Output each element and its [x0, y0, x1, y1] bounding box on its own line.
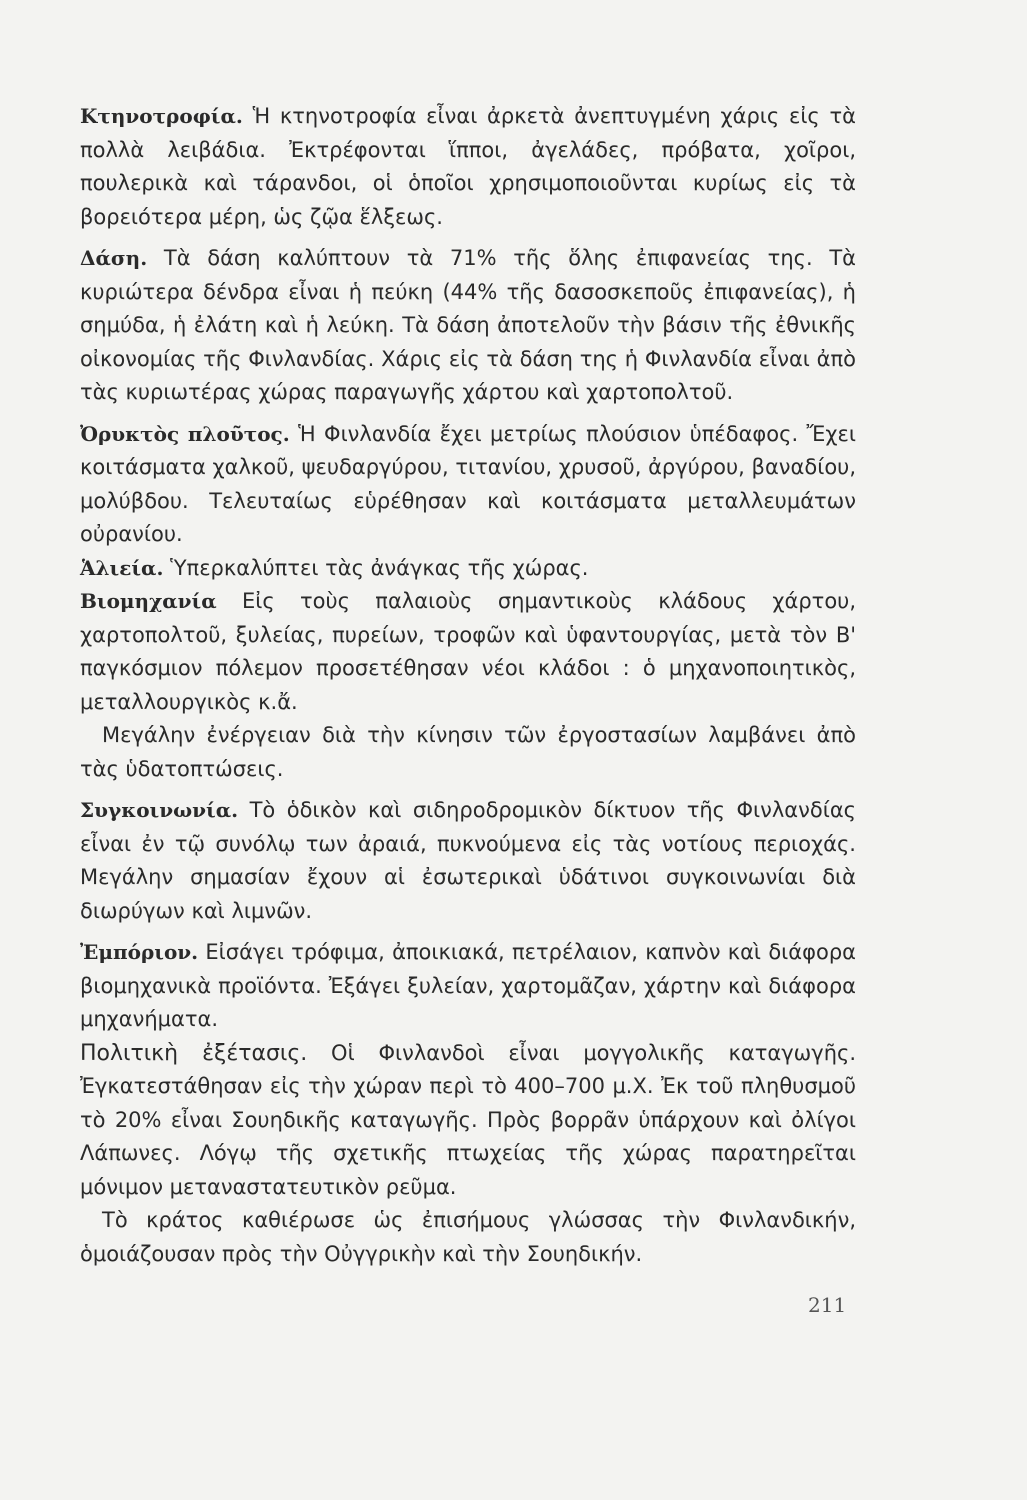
- paragraph-transport: [80, 794, 856, 928]
- paragraph-text: Εἰσάγει τρόφιμα, ἀποικιακά, πετρέλαιον, καπνὸν καὶ διάφορα βιομηχανικὰ προϊόντα. Ἐξάγει ξυλείαν, χαρτομᾶζαν, χάρτην καὶ διάφορα μηχανήματα.: [80, 940, 856, 1031]
- paragraph-fishing: [80, 552, 856, 586]
- paragraph-languages: [80, 1204, 856, 1271]
- paragraph-trade: [80, 936, 856, 1037]
- paragraph-text: Τὰ δάση καλύπτουν τὰ 71% τῆς ὅλης ἐπιφανείας της. Τὰ κυριώτερα δένδρα εἶναι ἡ πεύκη (44% τῆς δασοσκεποῦς ἐπιφανείας), ἡ σημύδα, ἡ ἐλάτη καὶ ἡ λεύκη. Τὰ δάση ἀποτελοῦν τὴν βάσιν τῆς ἐθνικῆς οἰκονομίας τῆς Φινλανδίας. Χάρις εἰς τὰ δάση της ἡ Φινλανδία εἶναι ἀπὸ τὰς κυριωτέρας χώρας παραγωγῆς χάρτου καὶ χαρτοπολτοῦ.: [80, 246, 856, 404]
- section-heading: Κτηνοτροφία.: [80, 104, 243, 128]
- paragraph-text: Τὸ κράτος καθιέρωσε ὡς ἐπισήμους γλώσσας τὴν Φινλανδικήν, ὁμοιάζουσαν πρὸς τὴν Οὐγγρικὴν καὶ τὴν Σουηδικήν.: [80, 1208, 856, 1266]
- paragraph-minerals: [80, 418, 856, 552]
- paragraph-text: Εἰς τοὺς παλαιοὺς σημαντικοὺς κλάδους χάρτου, χαρτοπολτοῦ, ξυλείας, πυρείων, τροφῶν καὶ ὑφαντουργίας, μετὰ τὸν Β' παγκόσμιον πόλεμον προσετέθησαν νέοι κλάδοι : ὁ μηχανοποιητικὸς, μεταλλουργικὸς κ.ἄ.: [80, 589, 856, 714]
- paragraph-livestock: [80, 100, 856, 234]
- paragraph-text: Ἡ Φινλανδία ἔχει μετρίως πλούσιον ὑπέδαφος. Ἔχει κοιτάσματα χαλκοῦ, ψευδαργύρου, τιτανίου, χρυσοῦ, ἀργύρου, βαναδίου, μολύβδου. Τελευταίως εὑρέθησαν καὶ κοιτάσματα μεταλλευμάτων οὐρανίου.: [80, 421, 856, 546]
- paragraph-text: Μεγάλην ἐνέργειαν διὰ τὴν κίνησιν τῶν ἐργοστασίων λαμβάνει ἀπὸ τὰς ὑδατοπτώσεις.: [80, 723, 856, 781]
- paragraph-text: Τὸ ὁδικὸν καὶ σιδηροδρομικὸν δίκτυον τῆς Φινλανδίας εἶναι ἐν τῷ συνόλῳ των ἀραιά, πυκνούμενα εἰς τὰς νοτίους περιοχάς. Μεγάλην σημασίαν ἔχουν αἱ ἐσωτερικαὶ ὑδάτινοι συγκοινωνίαι διὰ διωρύγων καὶ λιμνῶν.: [80, 798, 856, 923]
- section-heading: Βιομηχανία: [80, 589, 217, 613]
- section-heading: Ὀρυκτὸς πλοῦτος.: [80, 421, 290, 446]
- paragraph-text: Οἱ Φινλανδοὶ εἶναι μογγολικῆς καταγωγῆς. Ἐγκατεστάθησαν εἰς τὴν χώραν περὶ τὸ 400–700 μ.Χ. Ἐκ τοῦ πληθυσμοῦ τὸ 20% εἶναι Σουηδικῆς καταγωγῆς. Πρὸς βορρᾶν ὑπάρχουν καὶ ὀλίγοι Λάπωνες. Λόγῳ τῆς σχετικῆς πτωχείας τῆς χώρας παρατηρεῖται μόνιμον μεταναστατευτικὸν ρεῦμα.: [80, 1040, 857, 1199]
- paragraph-energy: [80, 719, 856, 786]
- paragraph-text: Ἡ κτηνοτροφία εἶναι ἀρκετὰ ἀνεπτυγμένη χάρις εἰς τὰ πολλὰ λειβάδια. Ἐκτρέφονται ἵπποι, ἀγελάδες, πρόβατα, χοῖροι, πουλερικὰ καὶ τάρανδοι, οἱ ὁποῖοι χρησιμοποιοῦνται κυρίως εἰς τὰ βορειότερα μέρη, ὡς ζῷα ἕλξεως.: [80, 104, 856, 229]
- paragraph-political: [80, 1037, 856, 1205]
- section-heading: Δάση.: [80, 246, 148, 270]
- paragraph-text: Ὑπερκαλύπτει τὰς ἀνάγκας τῆς χώρας.: [163, 555, 589, 580]
- section-heading: Πολιτικὴ ἐξέτασις.: [80, 1040, 308, 1066]
- body-text: [80, 100, 856, 1271]
- section-heading: Συγκοινωνία.: [80, 798, 239, 822]
- paragraph-forests: [80, 242, 856, 410]
- section-heading: Ἐμπόριον.: [80, 940, 199, 964]
- page-number: 211: [808, 1293, 847, 1317]
- paragraph-industry: [80, 585, 856, 719]
- section-heading: Ἁλιεία.: [80, 555, 164, 580]
